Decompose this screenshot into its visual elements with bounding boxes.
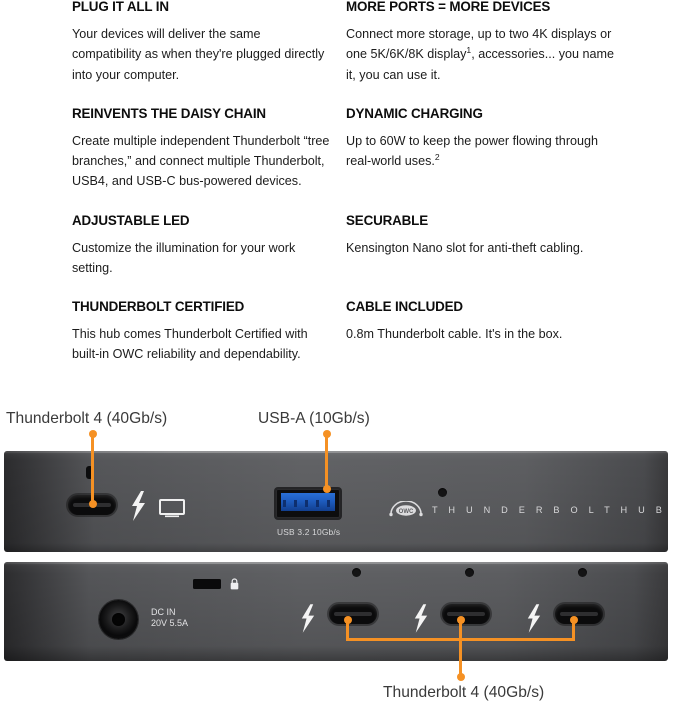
status-led-indicator	[438, 488, 447, 497]
lock-icon	[230, 577, 238, 587]
feature-title: ADJUSTABLE LED	[72, 212, 190, 228]
device-rear-panel	[4, 562, 668, 661]
feature-body-post: , accessories... you name it, you can use it.	[346, 47, 614, 82]
callout-dot-tb-3	[570, 616, 578, 624]
callout-dot-tb-1	[344, 616, 352, 624]
feature-title: MORE PORTS = MORE DEVICES	[346, 0, 551, 14]
callout-dot-thunderbolt-top-end	[89, 500, 97, 508]
feature-dynamic-charging	[346, 107, 675, 214]
feature-body-pre: Up to 60W to keep the power flowing through real-world uses.	[346, 133, 599, 169]
dc-in-label-line2: 20V 5.5A	[151, 618, 189, 629]
feature-body: Your devices will deliver the same compatibility as when they're plugged directly into your computer.	[72, 26, 325, 82]
kensington-nano-slot	[193, 579, 221, 589]
svg-text:OWC: OWC	[398, 508, 414, 515]
port-led-indicator	[578, 568, 587, 577]
feature-title: REINVENTS THE DAISY CHAIN	[72, 105, 266, 121]
callout-line-usb-a	[325, 434, 328, 492]
owc-logo-icon	[389, 501, 423, 518]
usb-a-port-caption: USB 3.2 10Gb/s	[277, 527, 341, 537]
brand-product-name: T H U N D E R B O L T H U B	[432, 504, 667, 515]
callout-label-usb-a: USB-A (10Gb/s)	[258, 410, 370, 427]
dc-in-label	[151, 607, 188, 630]
feature-body-pre: Connect more storage, up to two 4K displays or one 5K/6K/8K display	[346, 26, 612, 62]
callout-dot-thunderbolt-top	[89, 430, 97, 438]
feature-body: This hub comes Thunderbolt Certified with built-in OWC reliability and dependability.	[72, 327, 308, 362]
device-front-panel	[4, 451, 668, 552]
footnote-marker: 1	[466, 44, 472, 55]
feature-thunderbolt-certified	[72, 300, 346, 387]
footnote-marker: 2	[434, 151, 440, 162]
thunderbolt-bolt-icon	[298, 604, 317, 633]
thunderbolt-bolt-icon	[524, 604, 543, 633]
callout-dot-usb-a	[323, 430, 331, 438]
brand-lockup	[389, 501, 666, 518]
feature-title: PLUG IT ALL IN	[72, 0, 169, 14]
thunderbolt-port-rear-3	[555, 604, 603, 624]
thunderbolt-port-rear-1	[329, 604, 377, 624]
product-diagram	[0, 396, 675, 714]
thunderbolt-bolt-icon	[411, 604, 430, 633]
feature-title: DYNAMIC CHARGING	[346, 105, 483, 121]
feature-body: Kensington Nano slot for anti-theft cabling.	[346, 240, 584, 255]
dc-in-label-line1: DC IN	[151, 607, 176, 617]
feature-more-ports-more-devices	[346, 0, 675, 107]
display-monitor-icon	[159, 499, 181, 515]
feature-title: CABLE INCLUDED	[346, 299, 463, 315]
feature-securable	[346, 214, 675, 301]
feature-body: 0.8m Thunderbolt cable. It's in the box.	[346, 327, 563, 342]
thunderbolt-port-rear-2	[442, 604, 490, 624]
callout-dot-tb-2	[457, 616, 465, 624]
callout-line-thunderbolt-bottom	[459, 638, 462, 676]
feature-body: Customize the illumination for your work setting.	[72, 240, 296, 275]
callout-dot-usb-a-end	[323, 485, 331, 493]
port-led-indicator	[352, 568, 361, 577]
feature-plug-it-all-in	[72, 0, 346, 107]
feature-body	[346, 24, 614, 85]
usb-a-port	[276, 489, 340, 518]
feature-cable-included	[346, 300, 675, 387]
feature-reinvents-the-daisy-chain	[72, 107, 346, 214]
thunderbolt-bolt-icon	[128, 491, 148, 521]
port-led-indicator	[465, 568, 474, 577]
feature-title: SECURABLE	[346, 212, 428, 228]
dc-power-jack	[99, 600, 138, 639]
feature-adjustable-led	[72, 214, 346, 301]
feature-body: Create multiple independent Thunderbolt “tree branches,” and connect multiple Thunderbolt, USB4, and USB-C bus-powered devices.	[72, 133, 330, 189]
callout-dot-thunderbolt-bottom	[457, 673, 465, 681]
callout-label-thunderbolt-bottom: Thunderbolt 4 (40Gb/s)	[383, 684, 545, 701]
usb-a-port-insert	[281, 493, 335, 511]
feature-title: THUNDERBOLT CERTIFIED	[72, 299, 245, 315]
callout-label-thunderbolt-top: Thunderbolt 4 (40Gb/s)	[6, 410, 168, 427]
callout-line-thunderbolt-top	[91, 434, 94, 507]
feature-body	[346, 131, 614, 172]
